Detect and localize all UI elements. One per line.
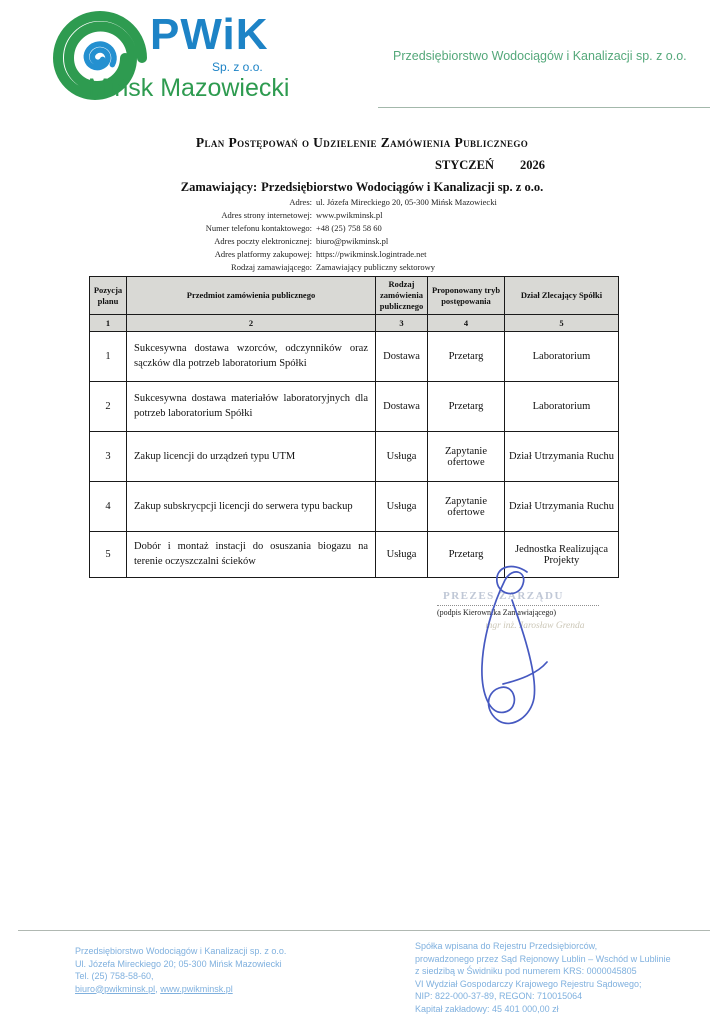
column-number: 5 xyxy=(505,315,619,332)
cell-position: 3 xyxy=(90,432,127,482)
footer-line: z siedzibą w Świdniku pod numerem KRS: 0000045805 xyxy=(415,966,637,976)
cell-mode: Zapytanie ofertowe xyxy=(428,482,505,532)
detail-value: www.pwikminsk.pl xyxy=(316,210,383,220)
cell-mode: Przetarg xyxy=(428,532,505,578)
col-header-subject: Przedmiot zamówienia publicznego xyxy=(127,277,376,315)
cell-mode: Przetarg xyxy=(428,332,505,382)
cell-mode: Zapytanie ofertowe xyxy=(428,432,505,482)
header-divider xyxy=(378,107,710,108)
detail-label: Numer telefonu kontaktowego: xyxy=(205,223,312,233)
detail-label: Adres: xyxy=(289,197,312,207)
detail-value: Zamawiający publiczny sektorowy xyxy=(316,262,435,272)
cell-position: 1 xyxy=(90,332,127,382)
plan-period xyxy=(0,158,724,173)
detail-label: Adres platformy zakupowej: xyxy=(214,249,312,259)
footer-address-block xyxy=(75,945,385,995)
stamp-title: PREZES ZARZĄDU xyxy=(443,590,564,602)
column-number: 3 xyxy=(376,315,428,332)
brand-name: PWiK xyxy=(150,10,269,59)
cell-kind: Usługa xyxy=(376,432,428,482)
footer-line: Tel. (25) 758-58-60, xyxy=(75,971,154,981)
cell-mode: Przetarg xyxy=(428,382,505,432)
detail-value: biuro@pwikminsk.pl xyxy=(316,236,389,246)
detail-label: Adres poczty elektronicznej: xyxy=(214,236,312,246)
cell-kind: Dostawa xyxy=(376,332,428,382)
footer-registry-block xyxy=(415,940,720,1015)
detail-label: Rodzaj zamawiającego: xyxy=(231,262,312,272)
footer-line: Ul. Józefa Mireckiego 20; 05-300 Mińsk Mazowiecki xyxy=(75,958,282,969)
cell-position: 5 xyxy=(90,532,127,578)
orderer-line xyxy=(0,180,724,195)
cell-subject: Sukcesywna dostawa materiałów laboratoryjnych dla potrzeb laboratorium Spółki xyxy=(127,382,376,432)
cell-subject: Zakup licencji do urządzeń typu UTM xyxy=(127,432,376,482)
cell-department: Jednostka Realizująca Projekty xyxy=(505,532,619,578)
handwritten-signature-icon xyxy=(453,562,573,732)
plan-year: 2026 xyxy=(520,158,546,172)
cell-department: Laboratorium xyxy=(505,332,619,382)
brand-city: Mińsk Mazowiecki xyxy=(88,74,290,102)
cell-position: 4 xyxy=(90,482,127,532)
company-logo xyxy=(50,8,310,113)
document-title: Plan Postępowań o Udzielenie Zamówienia Publicznego xyxy=(195,135,529,150)
detail-value: https://pwikminsk.logintrade.net xyxy=(316,249,427,259)
detail-value: ul. Józefa Mireckiego 20, 05-300 Mińsk Mazowiecki xyxy=(316,197,497,207)
brand-suffix: Sp. z o.o. xyxy=(212,60,263,74)
cell-kind: Usługa xyxy=(376,482,428,532)
footer-links-line xyxy=(75,983,385,996)
cell-kind: Usługa xyxy=(376,532,428,578)
footer-line: Kapitał zakładowy: 45 401 000,00 zł xyxy=(415,1003,559,1014)
footer-website-link[interactable]: www.pwikminsk.pl xyxy=(160,983,233,994)
cell-position: 2 xyxy=(90,382,127,432)
detail-value: +48 (25) 758 58 60 xyxy=(316,223,382,233)
procurement-plan-table xyxy=(89,276,619,578)
cell-kind: Dostawa xyxy=(376,382,428,432)
table-row xyxy=(90,382,619,432)
table-header-row xyxy=(90,277,619,315)
footer-link-separator: , xyxy=(155,983,161,994)
cell-subject: Dobór i montaż instacji do osuszania biogazu na terenie oczyszczalni ścieków xyxy=(127,532,376,578)
cell-department: Dział Utrzymania Ruchu xyxy=(505,482,619,532)
column-number: 2 xyxy=(127,315,376,332)
footer-divider xyxy=(18,930,710,931)
column-number: 4 xyxy=(428,315,505,332)
col-header-position: Pozycja planu xyxy=(90,277,127,315)
column-number-row xyxy=(90,315,619,332)
contact-details xyxy=(100,196,580,274)
column-number: 1 xyxy=(90,315,127,332)
footer-email-link[interactable]: biuro@pwikminsk.pl xyxy=(75,983,156,994)
footer-line: Spółka wpisana do Rejestru Przedsiębiorców, xyxy=(415,941,598,951)
cell-department: Laboratorium xyxy=(505,382,619,432)
orderer-label: Zamawiający: xyxy=(180,180,258,194)
orderer-name: Przedsiębiorstwo Wodociągów i Kanalizacji sp. z o.o. xyxy=(261,180,544,194)
cell-department: Dział Utrzymania Ruchu xyxy=(505,432,619,482)
col-header-mode: Proponowany tryb postępowania xyxy=(428,277,505,315)
col-header-kind: Rodzaj zamówienia publicznego xyxy=(376,277,428,315)
cell-subject: Zakup subskrycpcji licencji do serwera typu backup xyxy=(127,482,376,532)
stamp-name: mgr inż. Jarosław Grenda xyxy=(485,621,585,631)
table-row xyxy=(90,482,619,532)
footer-line: NIP: 822-000-37-89, REGON: 710015064 xyxy=(415,991,583,1001)
footer-line: prowadzonego przez Sąd Rejonowy Lublin – Wschód w Lublinie xyxy=(415,953,671,964)
footer-line: VI Wydział Gospodarczy Krajowego Rejestru Sądowego; xyxy=(415,978,642,989)
header-company-name: Przedsiębiorstwo Wodociągów i Kanalizacji sp. z o.o. xyxy=(393,49,687,63)
footer-line: Przedsiębiorstwo Wodociągów i Kanalizacji sp. z o.o. xyxy=(75,946,287,956)
col-header-department: Dział Zlecający Spółki xyxy=(505,277,619,315)
table-row xyxy=(90,432,619,482)
detail-label: Adres strony internetowej: xyxy=(221,210,312,220)
table-row xyxy=(90,332,619,382)
signature-caption: (podpis Kierownika Zamawiającego) xyxy=(437,608,557,617)
signature-block xyxy=(425,560,655,735)
plan-month: STYCZEŃ xyxy=(434,158,495,172)
cell-subject: Sukcesywna dostawa wzorców, odczynników oraz sączków dla potrzeb laboratorium Spółki xyxy=(127,332,376,382)
